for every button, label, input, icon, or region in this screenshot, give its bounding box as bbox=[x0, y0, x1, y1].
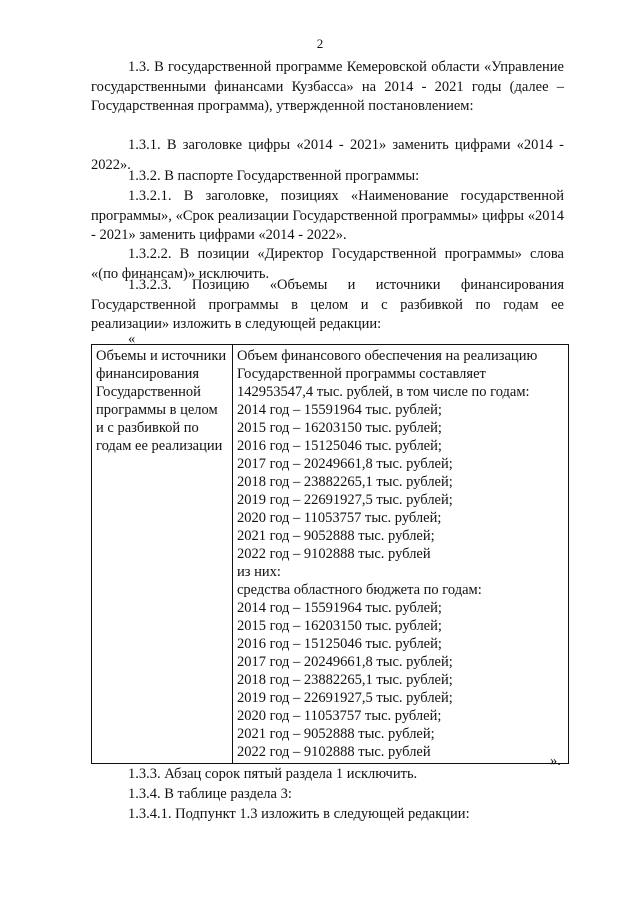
table-label-cell bbox=[92, 345, 233, 764]
funding-line: 2016 год – 15125046 тыс. рублей; bbox=[237, 636, 442, 652]
paragraph-1-3-2-3: 1.3.2.3. Позицию «Объемы и источники финансирования Государственной программы в целом и с разбивкой по годам ее реализации» изложить в следующей редакции: bbox=[91, 277, 564, 332]
table-row bbox=[92, 345, 569, 764]
table-label-text: Объемы и источники финансирования Государственной программы в целом и с разбивкой по годам ее реализации bbox=[96, 348, 227, 454]
opening-quote: « bbox=[128, 331, 136, 347]
funding-line: 2020 год – 11053757 тыс. рублей; bbox=[237, 708, 442, 724]
funding-line: 2015 год – 16203150 тыс. рублей; bbox=[237, 618, 442, 634]
funding-line: 2014 год – 15591964 тыс. рублей; bbox=[237, 600, 442, 616]
funding-line: 2020 год – 11053757 тыс. рублей; bbox=[237, 510, 442, 526]
paragraph-1-3-2: 1.3.2. В паспорте Государственной программы: bbox=[128, 168, 420, 184]
funding-line: 2018 год – 23882265,1 тыс. рублей; bbox=[237, 474, 453, 490]
funding-line: 2015 год – 16203150 тыс. рублей; bbox=[237, 420, 442, 436]
funding-line: Государственной программы составляет bbox=[237, 366, 486, 382]
paragraph-1-3-4: 1.3.4. В таблице раздела 3: bbox=[128, 786, 292, 802]
funding-line: 2022 год – 9102888 тыс. рублей bbox=[237, 744, 431, 760]
funding-line: 2017 год – 20249661,8 тыс. рублей; bbox=[237, 456, 453, 472]
paragraph-1-3-2-2: 1.3.2.2. В позиции «Директор Государственной программы» слова «(по финансам)» исключить. bbox=[91, 246, 564, 282]
paragraph-1-3-2-1: 1.3.2.1. В заголовке, позициях «Наименование государственной программы», «Срок реализации Государственной программы» цифры «2014 - 2021» заменить цифрами «2014 - 2022». bbox=[91, 188, 564, 243]
funding-line: средства областного бюджета по годам: bbox=[237, 582, 482, 598]
funding-line: Объем финансового обеспечения на реализацию bbox=[237, 348, 538, 364]
funding-line: 2018 год – 23882265,1 тыс. рублей; bbox=[237, 672, 453, 688]
funding-line: 2022 год – 9102888 тыс. рублей bbox=[237, 546, 431, 562]
funding-table bbox=[91, 344, 569, 764]
paragraph-1-3-1: 1.3.1. В заголовке цифры «2014 - 2021» заменить цифрами «2014 - 2022». bbox=[91, 137, 564, 173]
funding-line: 2014 год – 15591964 тыс. рублей; bbox=[237, 402, 442, 418]
page-number: 2 bbox=[316, 36, 324, 51]
table-value-cell bbox=[233, 345, 569, 764]
paragraph-1-3-3: 1.3.3. Абзац сорок пятый раздела 1 исключить. bbox=[128, 766, 418, 782]
paragraph-1-3: 1.3. В государственной программе Кемеровской области «Управление государственными финансами Кузбасса» на 2014 - 2021 годы (далее – Государственная программа), утвержденной постановлением: bbox=[91, 59, 564, 114]
funding-line: 2021 год – 9052888 тыс. рублей; bbox=[237, 528, 435, 544]
funding-line: 2017 год – 20249661,8 тыс. рублей; bbox=[237, 654, 453, 670]
funding-line: из них: bbox=[237, 564, 281, 580]
funding-line: 142953547,4 тыс. рублей, в том числе по годам: bbox=[237, 384, 530, 400]
funding-line: 2021 год – 9052888 тыс. рублей; bbox=[237, 726, 435, 742]
funding-line: 2016 год – 15125046 тыс. рублей; bbox=[237, 438, 442, 454]
closing-quote: ». bbox=[550, 753, 561, 769]
funding-line: 2019 год – 22691927,5 тыс. рублей; bbox=[237, 690, 453, 706]
funding-line: 2019 год – 22691927,5 тыс. рублей; bbox=[237, 492, 453, 508]
paragraph-1-3-4-1: 1.3.4.1. Подпункт 1.3 изложить в следующей редакции: bbox=[128, 806, 470, 822]
